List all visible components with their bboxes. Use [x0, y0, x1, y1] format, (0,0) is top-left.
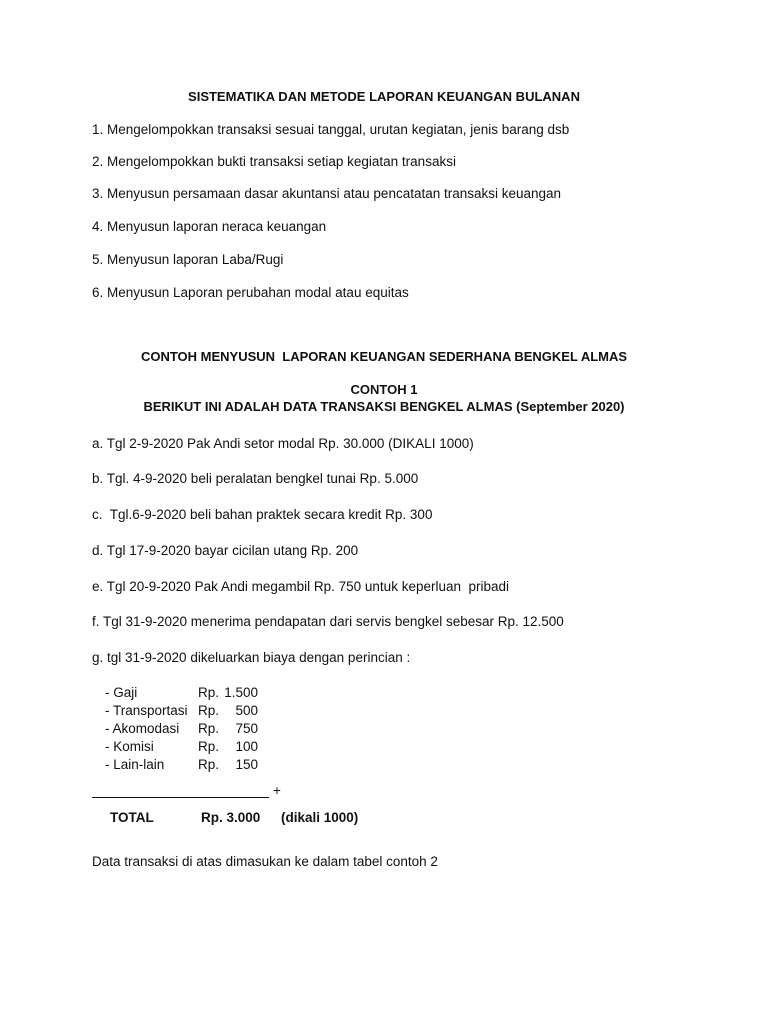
cost-value: 500	[235, 703, 258, 718]
transaction-item: b. Tgl. 4-9-2020 beli peralatan bengkel tunai Rp. 5.000	[92, 471, 419, 486]
cost-currency: Rp.	[198, 703, 220, 718]
cost-label: - Akomodasi	[105, 721, 180, 736]
cost-label: - Lain-lain	[105, 757, 165, 772]
cost-label: - Komisi	[105, 739, 154, 754]
transaction-item: g. tgl 31-9-2020 dikeluarkan biaya dengan perincian :	[92, 650, 411, 665]
step-item: 4. Menyusun laporan neraca keuangan	[92, 219, 327, 234]
cost-value: 750	[235, 721, 258, 736]
cost-currency: Rp.	[198, 739, 220, 754]
transaction-item: f. Tgl 31-9-2020 menerima pendapatan dari servis bengkel sebesar Rp. 12.500	[92, 614, 564, 629]
step-item: 2. Mengelompokkan bukti transaksi setiap kegiatan transaksi	[92, 154, 456, 169]
transaction-item: a. Tgl 2-9-2020 Pak Andi setor modal Rp. 30.000 (DIKALI 1000)	[92, 436, 474, 451]
cost-label: - Transportasi	[105, 703, 188, 718]
example-heading: CONTOH MENYUSUN LAPORAN KEUANGAN SEDERHANA BENGKEL ALMAS	[140, 349, 628, 364]
example-number: CONTOH 1	[350, 382, 418, 397]
cost-label: - Gaji	[105, 685, 138, 700]
transaction-item: e. Tgl 20-9-2020 Pak Andi megambil Rp. 750 untuk keperluan pribadi	[92, 579, 510, 594]
step-item: 3. Menyusun persamaan dasar akuntansi atau pencatatan transaksi keuangan	[92, 186, 562, 201]
plus-sign: +	[273, 783, 281, 798]
step-item: 1. Mengelompokkan transaksi sesuai tanggal, urutan kegiatan, jenis barang dsb	[92, 122, 570, 137]
cost-value: 150	[235, 757, 258, 772]
step-item: 6. Menyusun Laporan perubahan modal atau equitas	[92, 285, 409, 300]
cost-value: 100	[235, 739, 258, 754]
step-item: 5. Menyusun laporan Laba/Rugi	[92, 252, 284, 267]
transaction-item: c. Tgl.6-9-2020 beli bahan praktek secara kredit Rp. 300	[92, 507, 433, 522]
main-heading: SISTEMATIKA DAN METODE LAPORAN KEUANGAN BULANAN	[188, 89, 580, 104]
footer-note: Data transaksi di atas dimasukan ke dalam tabel contoh 2	[92, 854, 438, 869]
sum-underline	[92, 797, 269, 798]
total-note: (dikali 1000)	[281, 810, 359, 825]
total-label: TOTAL	[110, 810, 154, 825]
cost-currency: Rp.	[198, 721, 220, 736]
transaction-item: d. Tgl 17-9-2020 bayar cicilan utang Rp. 200	[92, 543, 359, 558]
cost-currency: Rp.	[198, 757, 220, 772]
cost-value: 1.500	[224, 685, 258, 700]
cost-currency: Rp.	[198, 685, 220, 700]
transaction-data-heading: BERIKUT INI ADALAH DATA TRANSAKSI BENGKEL ALMAS (September 2020)	[143, 399, 625, 414]
total-amount: Rp. 3.000	[201, 810, 261, 825]
